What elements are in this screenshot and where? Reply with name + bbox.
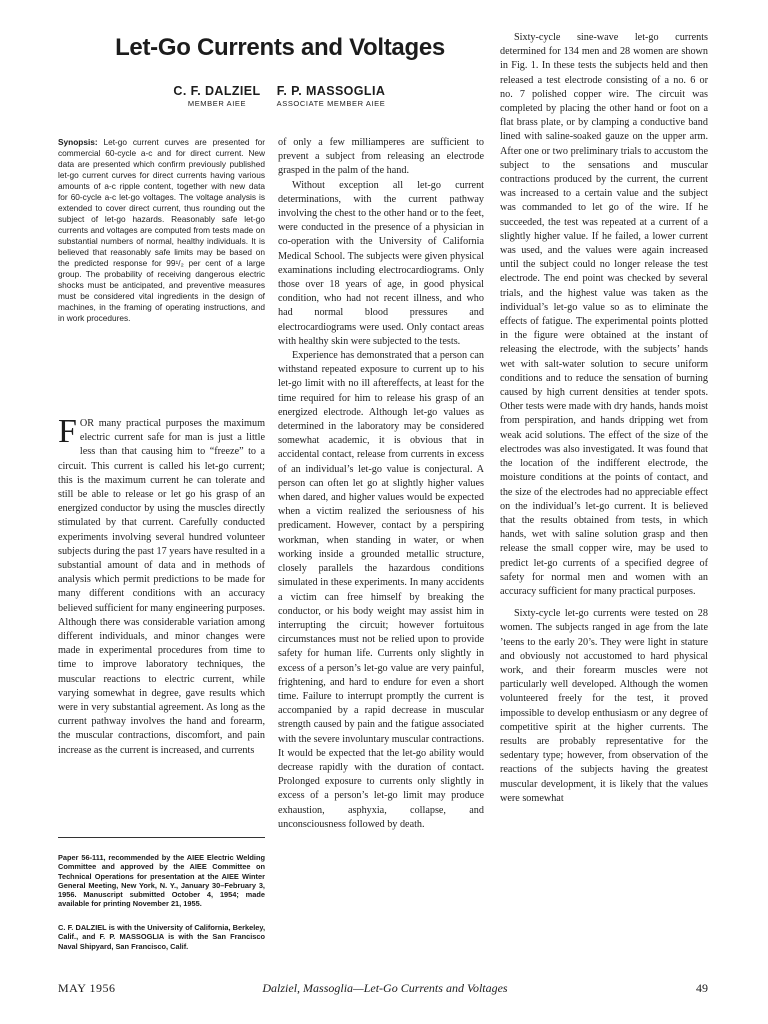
drop-cap: F bbox=[58, 413, 77, 450]
footer-running-title: Dalziel, Massoglia—Let-Go Currents and Voltages bbox=[262, 981, 508, 995]
footnote-paper: Paper 56-111, recommended by the AIEE Electric Welding Committee and approved by the AIEE Committee on Technical Operations for presentation at the AIEE Winter General Meeting, New York, N. Y., January 30–February 3, 1956. Manuscript submitted October 4, 1954; made available for printing November 21, 1955. bbox=[58, 853, 265, 909]
footnote-affiliations: C. F. DALZIEL is with the University of California, Berkeley, Calif., and F. P. MASSOGLIA is with the San Francisco Naval Shipyard, San Francisco, Calif. bbox=[58, 923, 265, 951]
synopsis-label: Synopsis: bbox=[58, 137, 98, 147]
paragraph: Without exception all let-go current determinations, with the current pathway involving the chest to the other hand or to the feet, were conducted in the presence of a physician in co-operation with the University of California Medical School. The subjects were given physical examinations including electrocardiograms. Only those over 18 years of age, in good physical condition, who had not recent illness, and who had normal blood pressures and electrocardiograms were used. Only contact areas with healthy skin were subjected to the tests. bbox=[278, 179, 484, 347]
synopsis-text: Let-go current curves are presented for commercial 60-cycle a-c and for direct current. New data are presented which confirm previously published let-go current curves for direct currents having various amounts of a-c ripple content, together with new data for 60-cycle a-c let-go voltages. The voltage analysis is extended to cover direct current, thus rounding out the subject of let-go hazards. Reasonably safe let-go currents and voltages are computed from tests made on substantial numbers of normal, healthy individuals. It is believed that reasonably safe limits may be based on the predicted response for 99¹/₂ per cent of a large group. The probability of receiving dangerous electric shocks must be anticipated, and preventive measures must be considered vital ingredients in the design of machines, in the framing of operating instructions, and in work procedures. bbox=[58, 137, 266, 323]
author-block-2 bbox=[256, 84, 406, 108]
paragraph: Sixty-cycle let-go currents were tested on 28 women. The subjects ranged in age from the late ’teens to the early 20’s. They were light in stature and obviously not accustomed to hard physical work, and their forearm muscles were not particularly well developed. Although the women volunteered freely for the test, it proved impossible to develop enthusiasm or any degree of competitive spirit at the higher currents. The results are probably representative for the sedentary type; however, from observation of the reactions of the subjects having the greatest muscular development, it is likely that the values were somewhat bbox=[500, 608, 708, 804]
page-number: 49 bbox=[696, 981, 708, 995]
paragraph: of only a few milliamperes are sufficient to prevent a subject from releasing an electrode grasped in the palm of the hand. bbox=[278, 137, 484, 177]
body-column-1 bbox=[58, 413, 265, 758]
body-column-2 bbox=[278, 136, 484, 832]
author-name: C. F. DALZIEL bbox=[173, 84, 261, 98]
intro-text: OR many practical purposes the maximum electric current safe for man is just a little less than that causing him to “freeze” to a circuit. This current is called his let-go current; this is the maximum current he can tolerate and still be able to release or let go his grasp of an energized conductor by using the muscles directly stimulated by that current. Carefully conducted experiments involving several hundred volunteer subjects during the past 17 years have resulted in a substantial amount of data and in methods of analysis which permit predictions to be made for many different conditions with an accuracy believed sufficient for many engineering purposes. Although there was considerable variation among different individuals, and minor changes were made in experimental procedures from time to time to improve laboratory techniques, the muscular reactions to electric current, while varying somewhat in degree, gave results which were in very substantial agreement. As long as the current pathway involves the hand and forearm, the muscular contractions, discomfort, and pain increase as the current is increased, and currents bbox=[58, 418, 265, 756]
body-column-3 bbox=[500, 31, 708, 806]
author-affiliation: ASSOCIATE MEMBER AIEE bbox=[276, 99, 386, 108]
footer-date: MAY 1956 bbox=[58, 981, 116, 995]
paper-title: Let-Go Currents and Voltages bbox=[115, 34, 445, 61]
paragraph: Experience has demonstrated that a person can withstand repeated exposure to current up to his let-go limit with no ill aftereffects, at least for the time required for him to release his grasp of an energized electrode. Although let-go values as determined in the laboratory may be considered somewhat academic, it is obvious that in accidental contact, release from currents in excess of an individual’s let-go value is conjectural. A person can often let go at slightly higher values when dared, and higher values would be expected when a victim realized the seriousness of his predicament. However, contact by a perspiring workman, when standing in water, or when working inside a grounded metallic structure, closely parallels the hazardous conditions simulated in these experiments. In many accidents a victim can free himself by breaking the conductor, or his body weight may assist him in interrupting the circuit; however fortuitous circumstances must not be relied upon to provide safety for human life. Currents only slightly in excess of a person’s let-go value are very painful, frightening, and hard to endure for even a short time. Failure to interrupt promptly the current is accompanied by a rapid decrease in muscular strength caused by pain and the fatigue associated with the severe involuntary muscular contractions. It would be expected that the let-go ability would decrease rapidly with the duration of contact. Prolonged exposure to currents only slightly in excess of a person’s let-go limit may produce exhaustion, asphyxia, collapse, and unconsciousness followed by death. bbox=[278, 350, 484, 830]
footnote-divider bbox=[58, 837, 265, 838]
author-name: F. P. MASSOGLIA bbox=[276, 84, 386, 98]
author-affiliation: MEMBER AIEE bbox=[187, 99, 247, 108]
synopsis bbox=[58, 137, 265, 324]
intro-paragraph bbox=[58, 413, 265, 758]
paragraph: Sixty-cycle sine-wave let-go currents determined for 134 men and 28 women are shown in Fig. 1. In these tests the subjects held and then released a test electrode consisting of a no. 6 or no. 7 polished copper wire. The circuit was completed by placing the other hand or foot on a flat brass plate, or by clamping a conductive band lined with saline-soaked gauze on the upper arm. After one or two preliminary trials to accustom the subject to the sensations and muscular contractions produced by the current, the current was increased to a certain value and the subject was commanded to let go of the wire. If he succeeded, the test was repeated at a current of a slightly higher value. If he failed, a lower current was used, and the values were again increased until the subject could no longer release the test electrode. The end point was checked by several trials, and the highest value was taken as the individual’s let-go value so as to eliminate the effects of fatigue. The experimental points plotted in the figure were obtained at the instant of releasing the electrode, with the subjects’ hands wet with salt-water solution to secure uniform conditions and to reduce the sensation of burning caused by high current densities at tender spots. Other tests were made with dry hands, hands moist from perspiration, and hands dripping wet from weak acid solutions. The effect of the size of the electrodes was also investigated. It was found that the location of the indifferent electrode, the moisture conditions at the points of contact, and the size of the electrodes had no appreciable effect on the individual’s let-go current. It is believed that the results obtained from tests, in which hands, wet with saline solution grasp and then release the small copper wire, may be used to predict let-go currents of a specified degree of safety for normal men and women with an accuracy sufficient for many practical purposes. bbox=[500, 32, 708, 597]
